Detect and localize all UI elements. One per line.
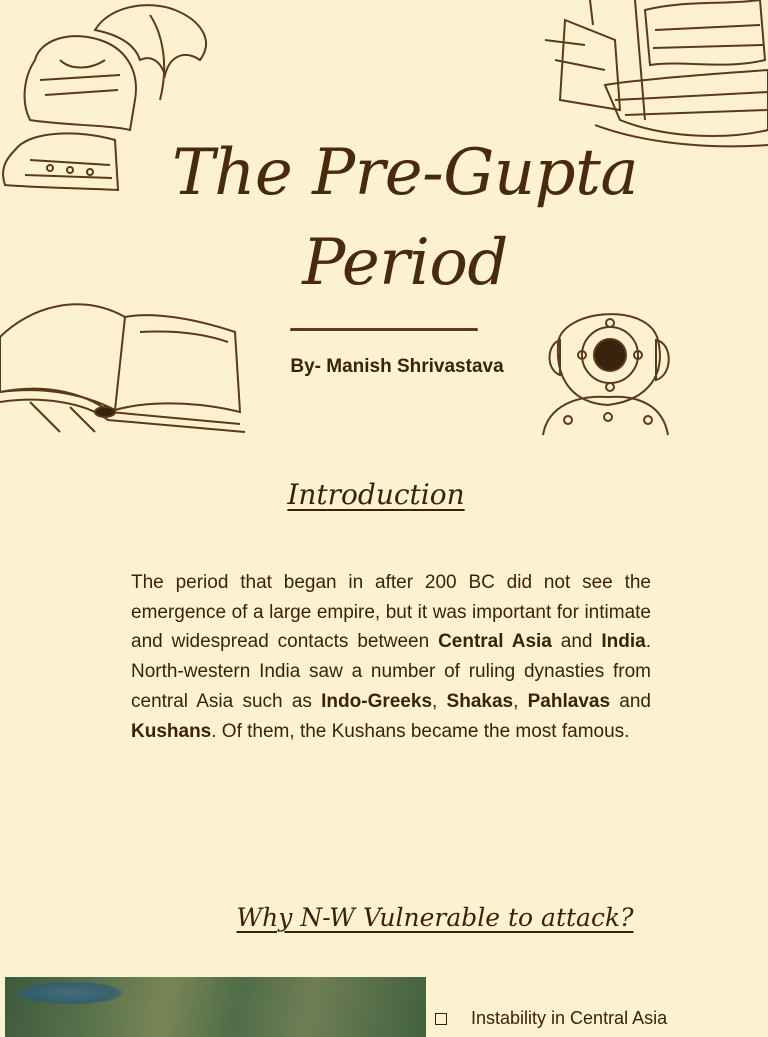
map-image xyxy=(5,977,426,1037)
bullet-item: Instability in Central Asia xyxy=(471,1008,668,1028)
paragraph-text: and xyxy=(610,690,651,712)
emphasized-term: Central Asia xyxy=(438,631,552,653)
open-book-icon xyxy=(0,292,250,432)
bullet-marker xyxy=(435,1013,447,1025)
emphasized-term: India xyxy=(601,631,646,653)
emphasized-term: Indo-Greeks xyxy=(321,690,433,712)
vulnerability-heading: Why N-W Vulnerable to attack? xyxy=(236,903,634,932)
paragraph-text: . North-western India saw a number of ruling dynasties from central Asia such as xyxy=(131,631,651,712)
title-divider xyxy=(290,328,478,331)
paragraph-text: The period that began in after 200 BC did not see the emergence of a large empire, but it was important for intimate and widespread contacts between xyxy=(131,572,651,653)
author-line: By- Manish Shrivastava xyxy=(290,356,504,377)
introduction-heading: Introduction xyxy=(287,478,465,511)
emphasized-term: Kushans xyxy=(131,720,212,742)
emphasized-term: Shakas xyxy=(446,690,514,712)
paragraph-text: . Of them, the Kushans became the most famous. xyxy=(211,720,630,742)
page-title: The Pre-Gupta Period xyxy=(172,136,638,300)
introduction-paragraph xyxy=(131,568,651,746)
paragraph-text: and xyxy=(551,631,602,653)
emphasized-term: Pahlavas xyxy=(527,690,611,712)
paragraph-text: , xyxy=(432,690,447,712)
paragraph-text: , xyxy=(513,690,528,712)
